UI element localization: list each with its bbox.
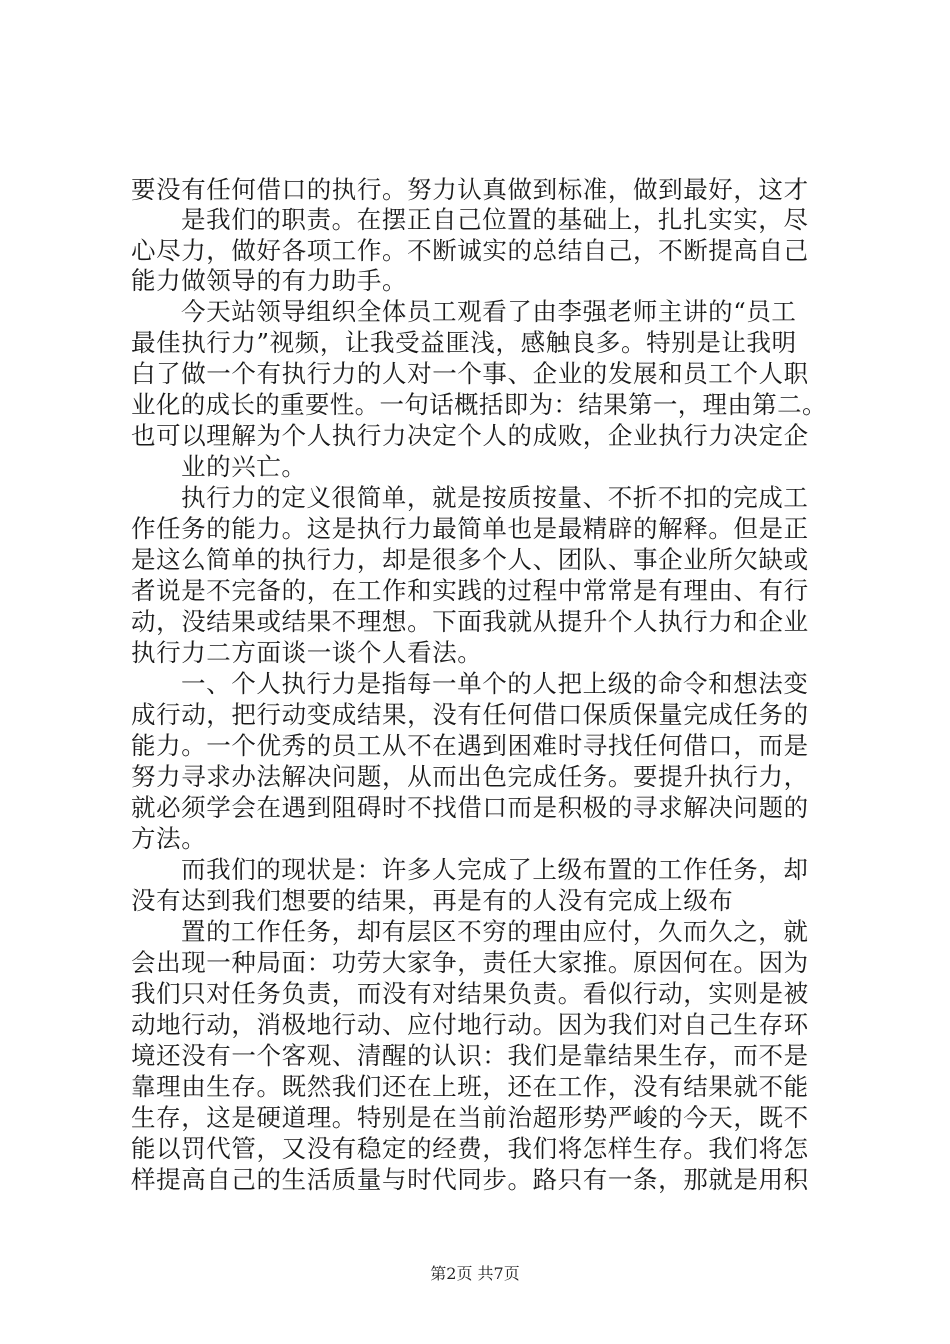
text-line: 成行动，把行动变成结果，没有任何借口保质保量完成任务的 [131, 700, 809, 729]
text-line: 是这么简单的执行力，却是很多个人、团队、事企业所欠缺或 [131, 545, 809, 574]
text-line: 就必须学会在遇到阻碍时不找借口而是积极的寻求解决问题的 [131, 793, 809, 822]
text-line: 方法。 [131, 824, 207, 853]
text-line: 动地行动，消极地行动、应付地行动。因为我们对自己生存环 [131, 1010, 809, 1039]
text-line: 最佳执行力”视频，让我受益匪浅，感触良多。特别是让我明 [131, 328, 797, 357]
text-line: 是我们的职责。在摆正自己位置的基础上，扎扎实实，尽 [181, 205, 809, 234]
text-line: 会出现一种局面：功劳大家争，责任大家推。原因何在。因为 [131, 948, 809, 977]
text-line: 我们只对任务负责，而没有对结果负责。看似行动，实则是被 [131, 979, 809, 1008]
text-line: 今天站领导组织全体员工观看了由李强老师主讲的“员工 [181, 297, 797, 326]
text-line: 一、个人执行力是指每一单个的人把上级的命令和想法变 [181, 669, 809, 698]
page-number-footer: 第2页 共7页 [430, 1264, 520, 1283]
text-line: 也可以理解为个人执行力决定个人的成败，企业执行力决定企 [131, 421, 809, 450]
text-line: 置的工作任务，却有层区不穷的理由应付，久而久之，就 [181, 917, 809, 946]
text-line: 靠理由生存。既然我们还在上班，还在工作，没有结果就不能 [131, 1072, 809, 1101]
text-line: 要没有任何借口的执行。努力认真做到标准，做到最好，这才 [131, 175, 809, 204]
text-line: 生存，这是硬道理。特别是在当前治超形势严峻的今天，既不 [131, 1103, 809, 1132]
text-line: 作任务的能力。这是执行力最简单也是最精辟的解释。但是正 [131, 514, 809, 543]
text-line: 业化的成长的重要性。一句话概括即为：结果第一，理由第二。 [131, 390, 827, 419]
text-line: 没有达到我们想要的结果，再是有的人没有完成上级布 [131, 886, 734, 915]
text-line: 能力。一个优秀的员工从不在遇到困难时寻找任何借口，而是 [131, 731, 809, 760]
text-line: 执行力的定义很简单，就是按质按量、不折不扣的完成工 [181, 483, 809, 512]
text-line: 者说是不完备的，在工作和实践的过程中常常是有理由、有行 [131, 576, 809, 605]
text-line: 白了做一个有执行力的人对一个事、企业的发展和员工个人职 [131, 359, 809, 388]
text-line: 样提高自己的生活质量与时代同步。路只有一条，那就是用积 [131, 1165, 809, 1194]
text-line: 境还没有一个客观、清醒的认识：我们是靠结果生存，而不是 [131, 1041, 809, 1070]
text-line: 能力做领导的有力助手。 [131, 266, 408, 295]
text-line: 业的兴亡。 [181, 452, 307, 481]
text-line: 执行力二方面谈一谈个人看法。 [131, 638, 483, 667]
text-line: 而我们的现状是：许多人完成了上级布置的工作任务，却 [181, 855, 809, 884]
text-line: 能以罚代管，又没有稳定的经费，我们将怎样生存。我们将怎 [131, 1134, 809, 1163]
text-line: 动，没结果或结果不理想。下面我就从提升个人执行力和企业 [131, 607, 809, 636]
text-line: 努力寻求办法解决问题，从而出色完成任务。要提升执行力， [131, 762, 809, 791]
text-line: 心尽力，做好各项工作。不断诚实的总结自己，不断提高自己 [131, 236, 809, 265]
